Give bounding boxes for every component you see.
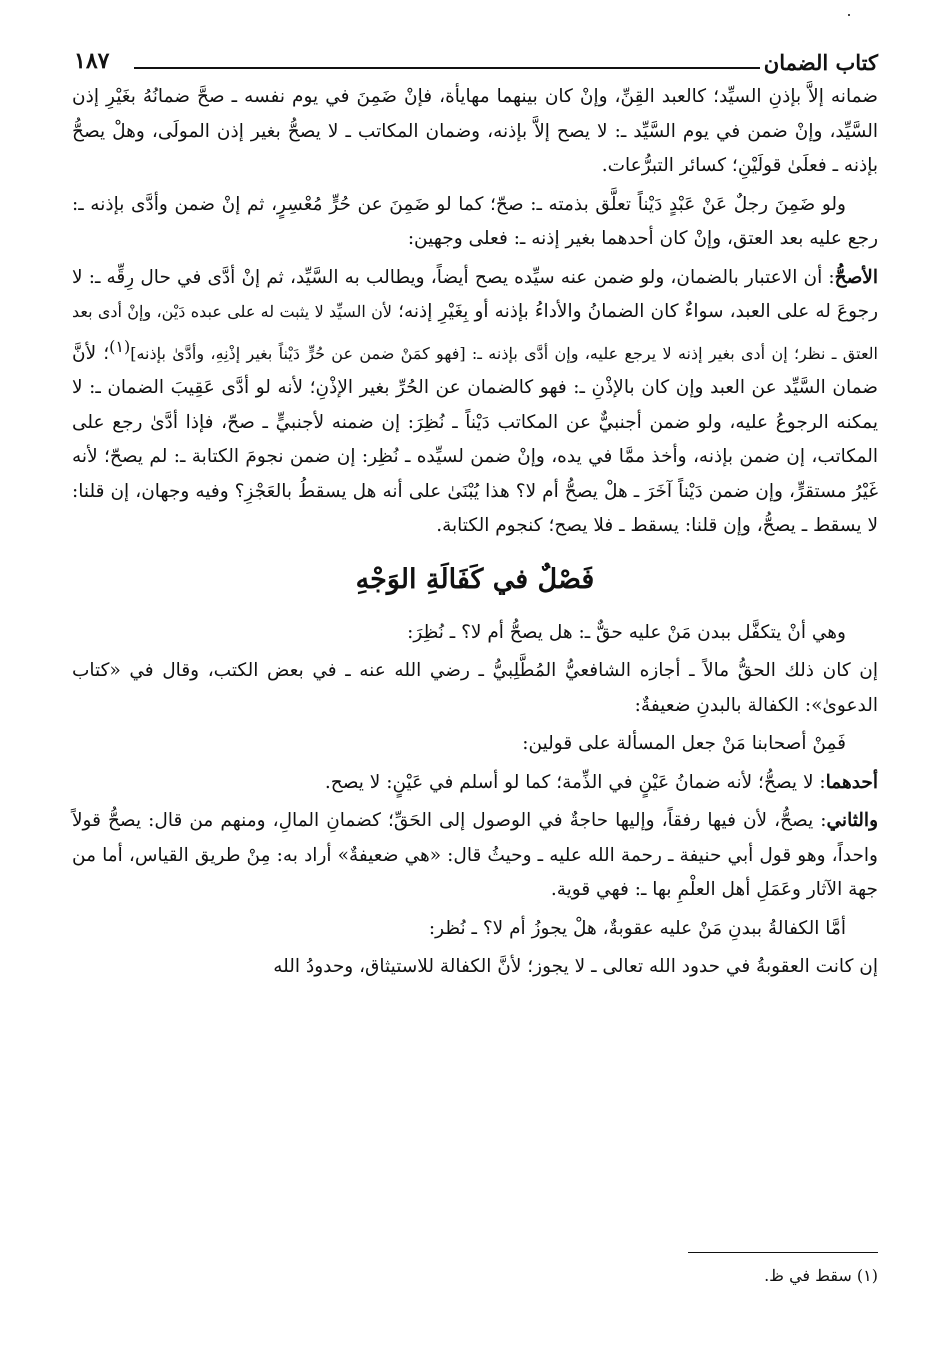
paragraph bbox=[72, 766, 878, 801]
footnote-ref: (١) bbox=[109, 336, 131, 356]
paragraph-lead: أحدهما bbox=[825, 771, 878, 793]
page-header bbox=[72, 40, 878, 80]
paragraph: ضمانه إلاَّ بإذنِ السيِّد؛ كالعبد القِنِّ، وإنْ كان بينهما مهايأة، فإنْ ضَمِنَ في يوم نفسه ـ صحَّ ضمانُهُ بغَيْرِ إذن السَّيِّد، وإنْ ضمن في يوم السَّيِّد ـ: لا يصح إلاَّ بإذنه، وضمان المكاتب ـ لا يصحُّ بغير إذن المولَى، وهلْ يصحُّ بإذنه ـ فعلَىٰ قولَيْنِ؛ كسائر التبرُّعات. bbox=[72, 86, 878, 176]
paragraph-text: ؛ لأنَّ ضمان السَّيِّد عن العبد وإن كان بالإذْنِ ـ: فهو كالضمان عن الحُرِّ بغير الإذْنِ؛ لأنه لو أدَّى عَقِيبَ الضمان ـ: لا يمكنه الرجوعُ عليه، ولو ضمن أجنبيٌّ عن المكاتب دَيْناً ـ نُظِرَ: إن ضمنه لأجنبيٍّ ـ صحّ، فإذا أدَّىٰ رجع على المكاتب، إن ضمن بإذنه، وأخذ ممَّا في يده، وإنْ ضمن لسيِّده ـ نُظِر: إن ضمن نجومَ الكتابة ـ: لم يصحّ؛ لأنه غَيْرُ مستقرٍّ، وإن ضمن دَيْناً آخَرَ ـ هلْ يصحُّ أم لا؟ هذا يُبْنَىٰ على أنه هل يسقطُ بالعَجْزِ؟ وفيه وجهان، إن قلنا: لا يسقط ـ يصحُّ، وإن قلنا: يسقط ـ فلا يصح؛ كنجوم الكتابة. bbox=[72, 342, 878, 537]
paragraph-text: فَمِنْ أصحابنا مَنْ جعل المسألة على قولين: bbox=[522, 733, 846, 755]
paragraph bbox=[72, 804, 878, 908]
paragraph-lead: والثاني bbox=[826, 810, 878, 832]
paragraph bbox=[72, 616, 878, 651]
running-title: كتاب الضمان bbox=[763, 50, 878, 75]
paragraph-text: : لا يصحُّ؛ لأنه ضمانُ عَيْنٍ في الذِّمة؛ كما لو أسلم في عَيْنٍ: لا يصح. bbox=[324, 771, 826, 793]
paragraph-text: : يصحُّ، لأن فيها رفقاً، وإليها حاجةٌ في الوصول إلى الحَقِّ؛ كضمانِ المالِ، ومنهم من قال: يصحُّ قولاً واحداً، وهو قول أبي حنيفة ـ رحمة الله عليه ـ وحيثُ قال: «هي ضعيفةٌ» أراد به: مِنْ طريق القياس، أما من جهة الآثار وعَمَلِ أهل العلْمِ بها ـ: فهي قوية. bbox=[72, 810, 878, 901]
paragraph bbox=[72, 950, 878, 985]
paragraph bbox=[72, 654, 878, 723]
paragraph-lead: الأصحُّ bbox=[834, 266, 878, 288]
footnote-rule bbox=[688, 1252, 878, 1253]
paragraph-text: وهي أنْ يتكفَّل ببدن مَنْ عليه حقٌّ ـ: هل يصحُّ أم لا؟ ـ نُظِرَ: bbox=[407, 621, 846, 643]
header-rule bbox=[134, 67, 760, 69]
paragraph-text: أمَّا الكفالةُ ببدنِ مَنْ عليه عقوبةٌ، هلْ يجوزُ أم لا؟ ـ نُظر: bbox=[428, 917, 846, 939]
paragraph-small-text: لأن السيِّد لا يثبت له على عبده دَيْن، وإنْ أدى بعد العتق ـ نظر؛ إن أدى بغير إذنه لا يرجع عليه، وإن أدَّى بإذنه ـ: [فهو كمَنْ ضمن عن حُرٍّ دَيْناً بغير إذْنِهِ، وأدَّىٰ بإذنه] bbox=[72, 302, 878, 363]
paragraph bbox=[72, 912, 878, 947]
paragraph-text: إن كانت العقوبةُ في حدود الله تعالى ـ لا يجوز؛ لأنَّ الكفالة للاستيثاق، وحدودُ الله bbox=[273, 956, 878, 978]
page-number: ١٨٧ bbox=[74, 48, 110, 74]
book-page bbox=[72, 40, 878, 1340]
paragraph-text: إن كان ذلك الحقُّ مالاً ـ أجازه الشافعيُّ المُطَّلِبيُّ ـ رضي الله عنه ـ في بعض الكتب، وقال في «كتاب الدعوىٰ»: الكفالة بالبدنِ ضعيفةٌ: bbox=[72, 660, 878, 716]
page-speck bbox=[848, 14, 850, 16]
page-body bbox=[72, 80, 878, 985]
paragraph bbox=[72, 727, 878, 762]
footnote: (١) سقط في ظ. bbox=[764, 1266, 878, 1285]
paragraph: ولو ضَمِنَ رجلٌ عَنْ عَبْدٍ دَيْناً تعلَّق بذمته ـ: صحّ؛ كما لو ضَمِنَ عن حُرٍّ مُعْسِرٍ، ثم إنْ ضمن وأدَّى بإذنه ـ: رجع عليه بعد العتق، وإنْ كان أحدهما بغير إذنه ـ: فعلى وجهين: bbox=[72, 193, 878, 249]
paragraph-asah bbox=[72, 261, 878, 544]
paragraph-text: : أن الاعتبار بالضمان، ولو ضمن عنه سيِّده يصح أيضاً، ويطالب به السَّيِّد، ثم إنْ أدَّى في حال رِقِّه ـ: لا رجوعَ له على العبد، سواءٌ كان الضمانُ والأداءُ بإذنه أو بِغَيْرِ إذنه؛ bbox=[72, 266, 878, 322]
section-heading: فَصْلٌ في كَفَالَةِ الوَجْهِ bbox=[355, 563, 595, 595]
